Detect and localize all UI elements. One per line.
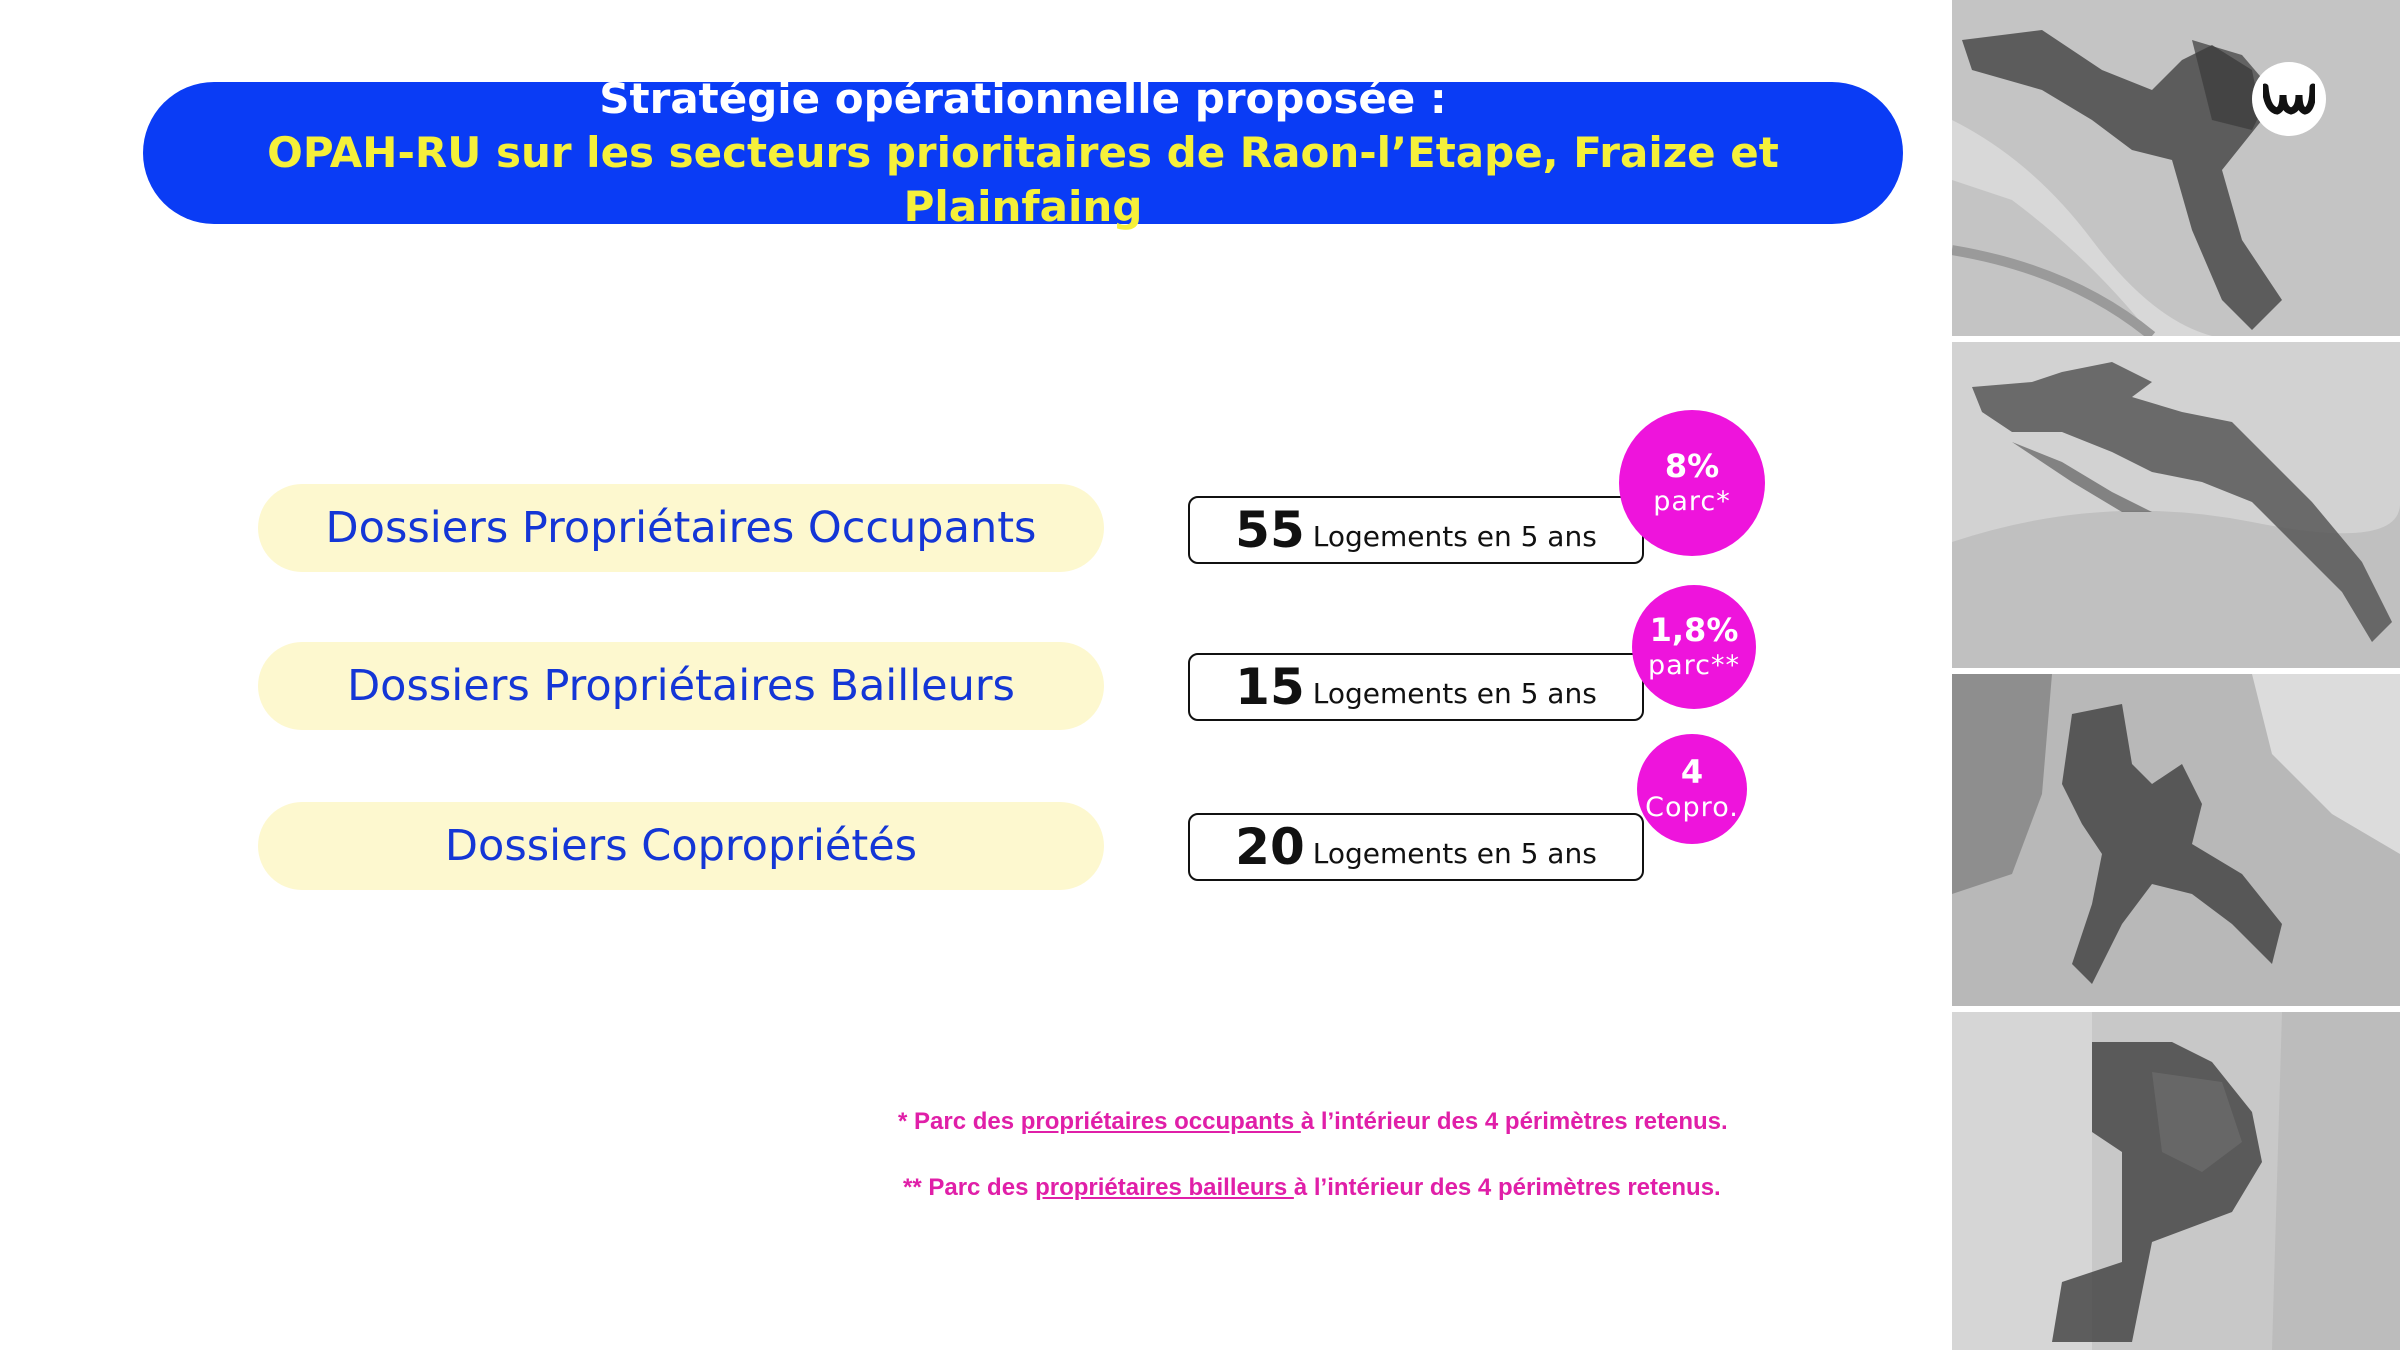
count-unit: Logements en 5 ans [1312,519,1597,553]
count-number: 55 [1235,501,1305,559]
footnote-2-prefix: ** Parc des [903,1174,1036,1201]
footnote-1 [898,1108,1728,1136]
title-banner [143,74,1903,231]
count-number: 15 [1235,658,1305,716]
badge-value: 8% [1664,447,1720,485]
badge-sub: parc* [1653,486,1731,517]
title-line-1: Stratégie opérationnelle proposée : [599,74,1447,123]
row-label-coproprietes: Dossiers Copropriétés [258,802,1104,890]
footnote-2-suffix: à l’intérieur des 4 périmètres retenus. [1293,1174,1721,1201]
badge-value: 4 [1680,753,1704,791]
percent-badge-bailleurs [1632,585,1756,709]
footnote-2-underlined: propriétaires bailleurs [1035,1174,1294,1201]
aerial-map-plainfaing [1952,674,2400,1006]
badge-sub: Copro. [1645,792,1739,823]
count-unit: Logements en 5 ans [1312,836,1597,870]
badge-value: 1,8% [1649,611,1739,649]
row-label-bailleurs: Dossiers Propriétaires Bailleurs [258,642,1104,730]
footnote-1-prefix: * Parc des [898,1108,1021,1135]
footnote-2 [903,1174,1721,1202]
footnote-1-underlined: propriétaires occupants [1020,1108,1301,1135]
aerial-map-raon-l-etape [1952,0,2400,336]
count-box-bailleurs [1188,653,1644,721]
copro-badge [1637,734,1747,844]
title-line-2: OPAH-RU sur les secteurs prioritaires de Raon-l’Etape, Fraize et Plainfaing [267,128,1779,231]
aerial-photo-column [1952,0,2400,1350]
aerial-map-site [1952,1012,2400,1350]
count-box-occupants [1188,496,1644,564]
badge-sub: parc** [1647,650,1741,681]
aerial-map-fraize [1952,342,2400,668]
count-box-coproprietes [1188,813,1644,881]
count-number: 20 [1235,818,1305,876]
footnote-1-suffix: à l’intérieur des 4 périmètres retenus. [1300,1108,1728,1135]
percent-badge-occupants [1619,410,1765,556]
count-unit: Logements en 5 ans [1312,676,1597,710]
brand-logo-icon [2252,62,2326,136]
row-label-occupants: Dossiers Propriétaires Occupants [258,484,1104,572]
